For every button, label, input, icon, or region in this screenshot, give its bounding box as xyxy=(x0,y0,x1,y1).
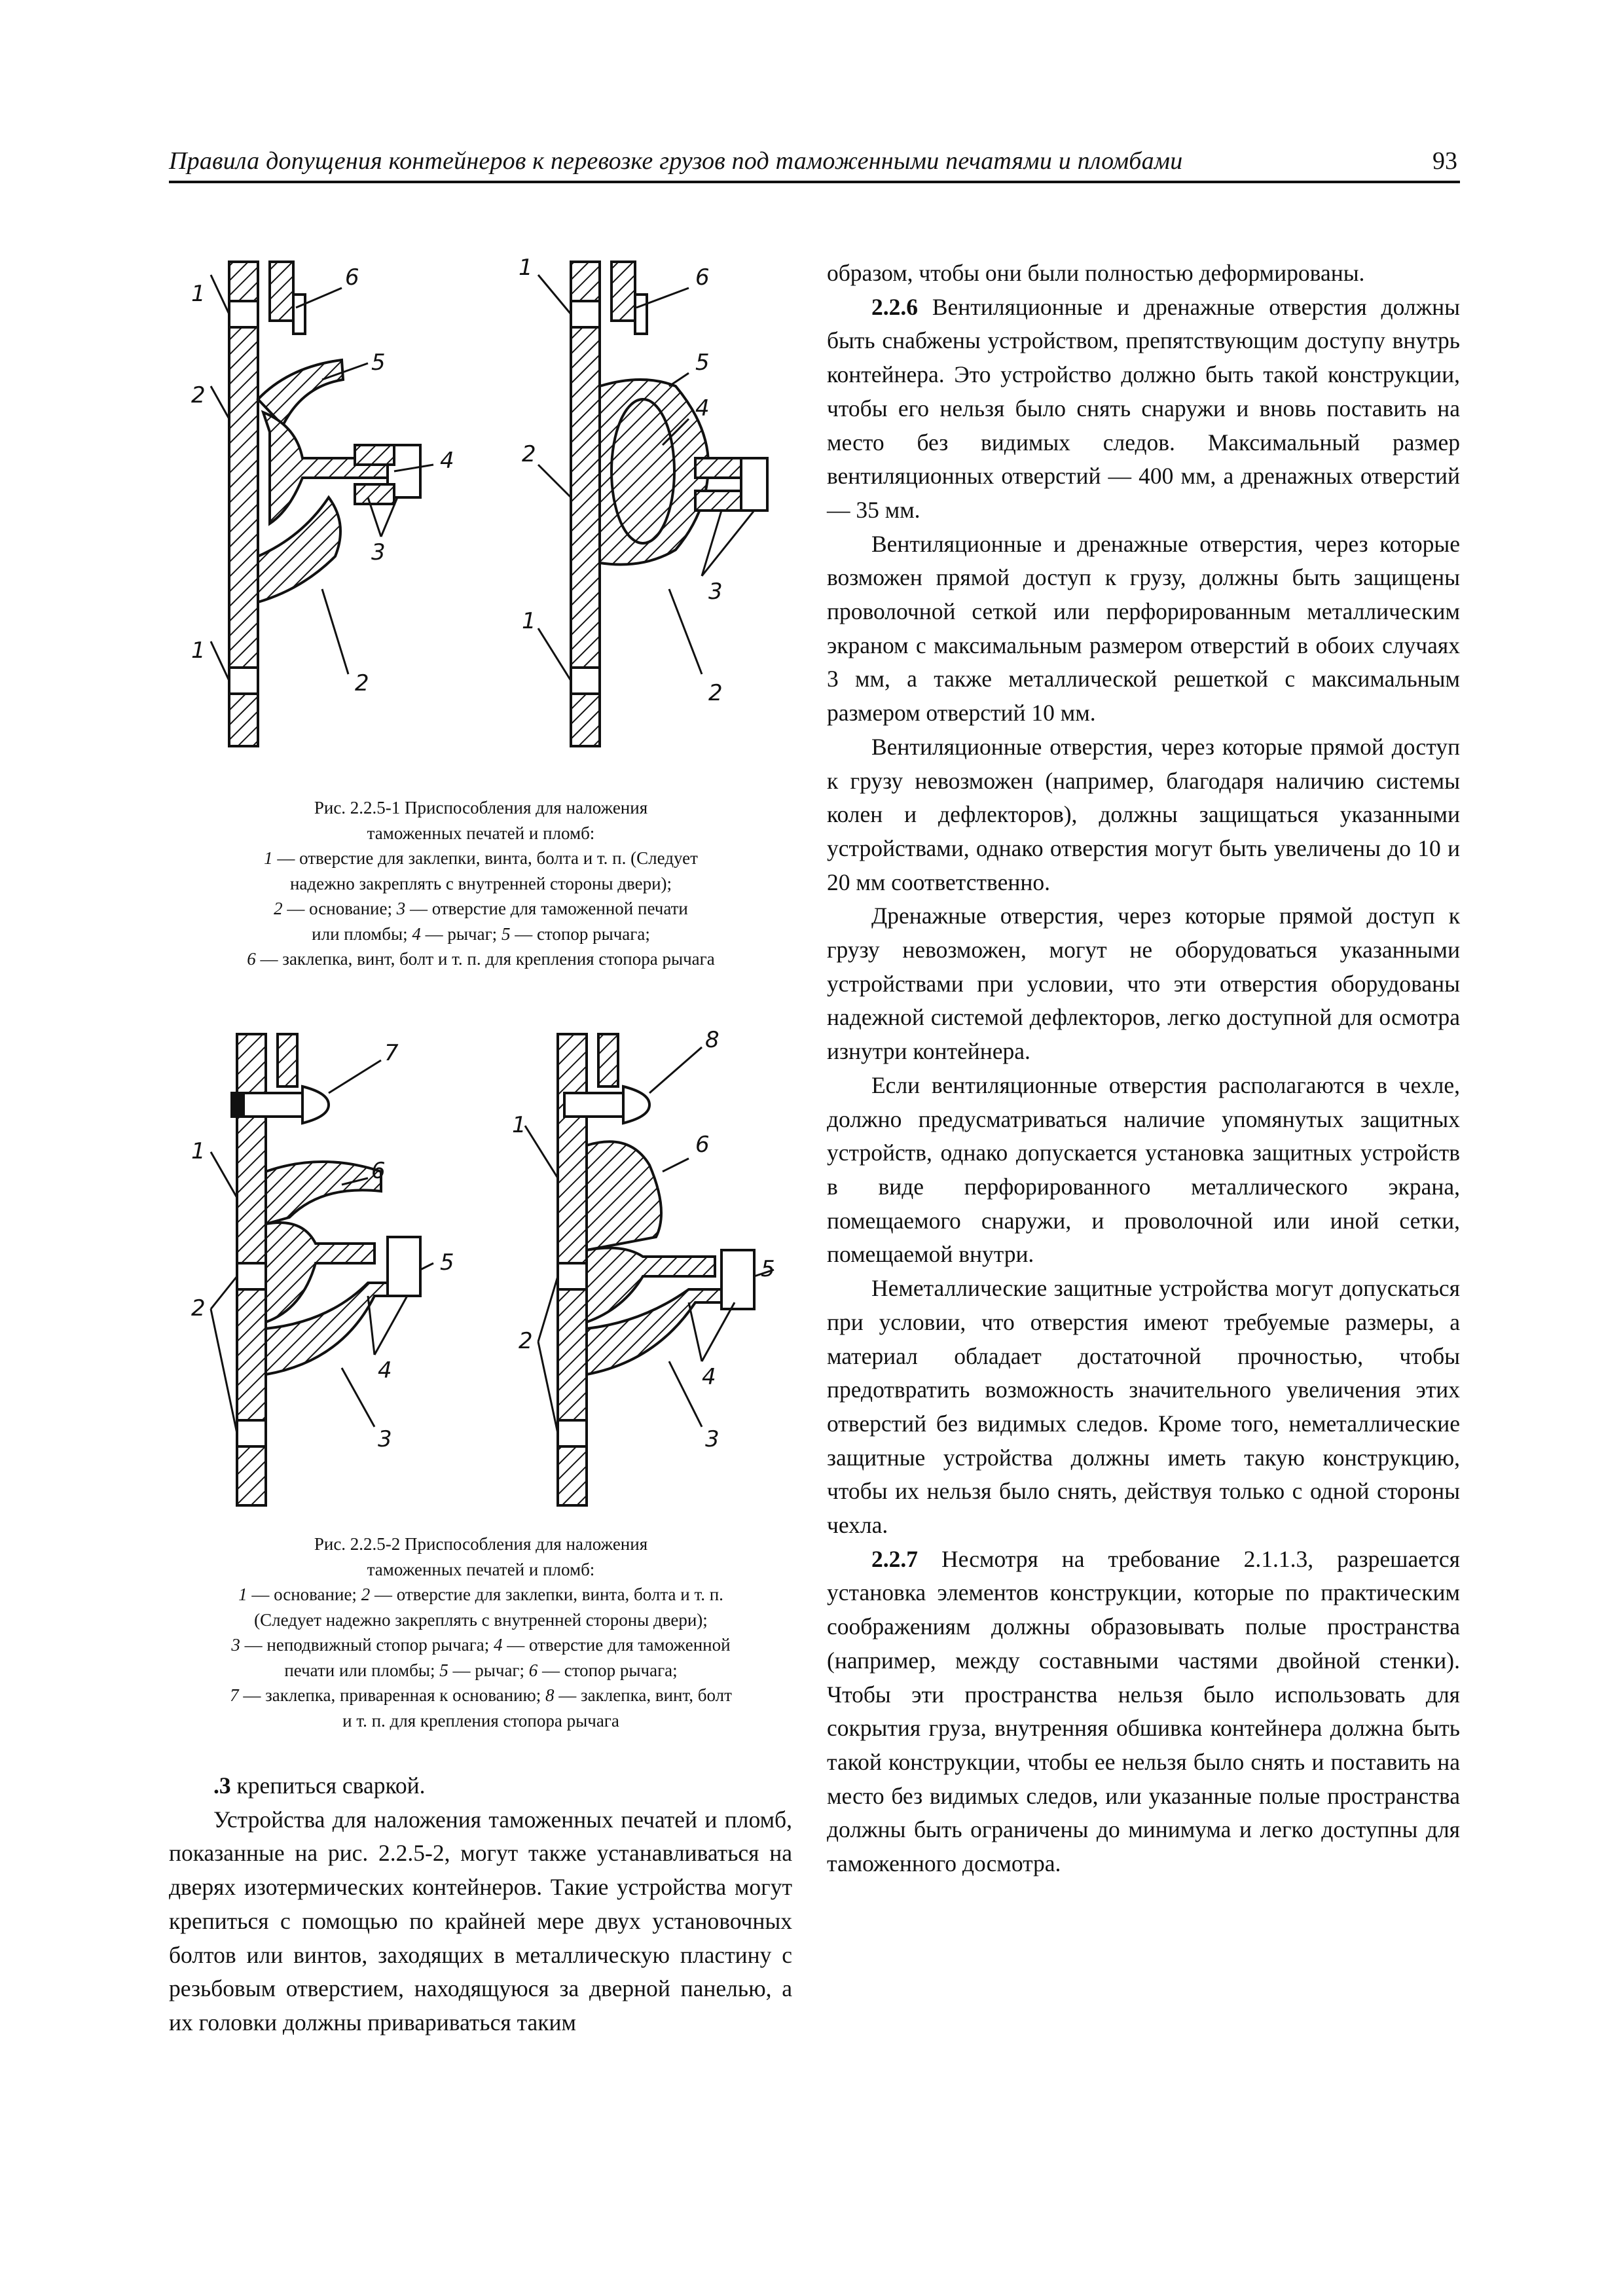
caption2-t8b: и т. п. для крепления стопора рычага xyxy=(342,1710,619,1731)
section-2-2-7-number: 2.2.7 xyxy=(871,1545,918,1572)
left-p1-num: .3 xyxy=(213,1772,231,1799)
right-paragraph-2: Вентиляционные и дренажные отверстия, через которые возможен прямой доступ к грузу, должны быть защищены проволочной сеткой или перфорированным металлическим экраном с максимальным размером отверстий в обоих случаях 3 мм, а также металлической решеткой с максимальным размером отверстий 10 мм. xyxy=(827,530,1460,726)
left-column-text xyxy=(169,1769,792,2040)
caption2-n7: 7 xyxy=(230,1685,239,1705)
caption2-n3: 3 xyxy=(231,1635,240,1655)
page-number: 93 xyxy=(1432,147,1457,175)
caption1-t3: — отверстие для таможенной печати xyxy=(405,899,688,918)
fig2-right-label-4: 4 xyxy=(702,1364,716,1390)
caption2-t2b: (Следует надежно закреплять с внутренней стороны двери); xyxy=(254,1609,708,1630)
caption1-t2: — основание; xyxy=(282,899,397,918)
fig2-left-label-4: 4 xyxy=(378,1357,392,1384)
right-paragraph-1 xyxy=(827,291,1460,528)
fig1-right-label-1a: 1 xyxy=(519,255,533,281)
figure-1-drawing xyxy=(172,249,790,759)
caption2-title-2: таможенных печатей и пломб: xyxy=(367,1559,595,1579)
caption2-t2: — отверстие для заклепки, винта, болта и т. п. xyxy=(370,1585,723,1604)
caption1-t3b: или пломбы; xyxy=(312,924,412,944)
header-title: Правила допущения контейнеров к перевозке грузов под таможенными печатями и пломбами xyxy=(169,147,1183,175)
caption1-t6: — заклепка, винт, болт и т. п. для крепления стопора рычага xyxy=(255,949,715,969)
fig1-right-label-6: 6 xyxy=(695,264,710,291)
figure-2-drawing xyxy=(172,1021,790,1518)
caption1-t1: — отверстие для заклепки, винта, болта и т. п. (Следует xyxy=(272,848,698,868)
caption2-t5: — рычаг; xyxy=(448,1660,529,1680)
fig1-left-label-1b: 1 xyxy=(191,637,206,664)
fig2-left-label-1: 1 xyxy=(191,1138,206,1164)
fig2-right-label-5: 5 xyxy=(761,1256,775,1282)
fig1-right-label-4: 4 xyxy=(695,395,710,422)
caption1-n4: 4 xyxy=(412,924,421,944)
caption2-t3: — неподвижный стопор рычага; xyxy=(240,1635,494,1655)
fig2-left-label-3: 3 xyxy=(378,1426,392,1452)
fig1-right-label-5: 5 xyxy=(695,350,710,376)
right-paragraph-4: Дренажные отверстия, через которые прямой доступ к грузу невозможен, могут не оборудоваться указанными устройствами при условии, что эти отверстия оборудованы надежной системой дефлекторов, легко доступной для осмотра изнутри контейнера. xyxy=(827,903,1460,1065)
fig2-right-label-8: 8 xyxy=(705,1027,720,1053)
caption2-n2: 2 xyxy=(361,1585,371,1604)
caption2-n1: 1 xyxy=(238,1585,247,1604)
fig2-left-label-7: 7 xyxy=(384,1040,399,1066)
caption2-t7: — заклепка, приваренная к основанию; xyxy=(238,1685,545,1705)
fig1-left-label-6: 6 xyxy=(345,264,359,291)
fig1-right-label-1b: 1 xyxy=(522,608,536,634)
section-2-2-6-number: 2.2.6 xyxy=(871,293,918,320)
fig1-left-label-1a: 1 xyxy=(191,281,206,307)
caption2-title-1: Рис. 2.2.5-2 Приспособления для наложения xyxy=(314,1534,648,1554)
fig1-right-label-2b: 2 xyxy=(708,680,723,706)
caption1-t4: — рычаг; xyxy=(420,924,501,944)
fig2-left-label-2: 2 xyxy=(191,1295,206,1321)
fig2-right-label-6: 6 xyxy=(695,1132,710,1158)
right-p7-text: Несмотря на требование 2.1.1.3, разрешается установка элементов конструкции, которые по практическим соображениям должны образовывать полые пространства (например, между составными частями двойной стенки). Чтобы эти пространства нельзя было использовать для сокрытия груза, внутренняя обшивка контейнера должна быть такой конструкции, чтобы ее нельзя было снять и поставить на место без видимых следов, или указанные полые пространства должны быть ограничены до минимума и легко доступны для таможенного досмотра. xyxy=(827,1545,1460,1877)
caption2-n6: 6 xyxy=(528,1660,538,1680)
fig2-right-label-2: 2 xyxy=(519,1328,533,1354)
figure-1-caption xyxy=(172,795,790,972)
fig1-left-label-2a: 2 xyxy=(191,382,206,408)
caption2-n4: 4 xyxy=(494,1635,503,1655)
right-p1-text: Вентиляционные и дренажные отверстия должны быть снабжены устройством, препятствующим доступу внутрь контейнера. Это устройство должно быть такой конструкции, чтобы его нельзя было снять снаружи и вновь поставить на место без видимых следов. Максимальный размер вентиляционных отверстий — 400 мм, а дренажных отверстий — 35 мм. xyxy=(827,293,1460,523)
figure-2-2-5-2 xyxy=(172,1021,790,1741)
figure-2-2-5-1 xyxy=(172,249,790,995)
right-paragraph-7 xyxy=(827,1543,1460,1881)
fig2-left-label-5: 5 xyxy=(440,1249,454,1276)
right-paragraph-6: Неметаллические защитные устройства могут допускаться при условии, что отверстия имеют требуемые размеры, а материал обладает достаточной прочностью, чтобы предотвратить возможность значительного увеличения этих отверстий без видимых следов. Кроме того, неметаллические защитные устройства должны иметь такую конструкцию, чтобы их нельзя было снять, действуя только с одной стороны чехла. xyxy=(827,1275,1460,1539)
right-paragraph-5: Если вентиляционные отверстия располагаются в чехле, должно предусматриваться наличие упомянутых защитных устройств, однако допускается установка защитных устройств в виде перфорированного металлического экрана, помещаемого снаружи, и проволочной или иной сетки, помещаемой внутри. xyxy=(827,1071,1460,1268)
caption1-title-2: таможенных печатей и пломб: xyxy=(367,823,595,843)
fig1-left-label-2b: 2 xyxy=(355,670,369,696)
caption2-t4: — отверстие для таможенной xyxy=(502,1635,731,1655)
right-paragraph-0: образом, чтобы они были полностью деформированы. xyxy=(827,260,1365,286)
caption1-title-1: Рис. 2.2.5-1 Приспособления для наложения xyxy=(314,798,648,817)
running-header xyxy=(169,131,1460,183)
fig1-left-label-5: 5 xyxy=(371,350,386,376)
figure-2-caption xyxy=(172,1532,790,1733)
fig2-left-label-6: 6 xyxy=(371,1158,386,1184)
left-p1-text: крепиться сваркой. xyxy=(230,1772,426,1799)
left-paragraph-2: Устройства для наложения таможенных печатей и пломб, показанные на рис. 2.2.5-2, могут также устанавливаться на дверях изотермических контейнеров. Такие устройства могут крепиться с помощью по крайней мере двух установочных болтов или винтов, заходящих в металлическую пластину с резьбовым отверстием, находящуюся за дверной панелью, а их головки должны привариваться таким xyxy=(169,1806,792,2036)
fig1-right-label-3: 3 xyxy=(708,579,723,605)
caption1-n1: 1 xyxy=(264,848,273,868)
right-paragraph-3: Вентиляционные отверстия, через которые прямой доступ к грузу невозможен (например, благодаря наличию системы колен и дефлекторов), должны защищаться указанными устройствами, однако отверстия могут быть увеличены до 10 и 20 мм соответственно. xyxy=(827,733,1460,895)
caption2-n8: 8 xyxy=(545,1685,555,1705)
caption2-t8: — заклепка, винт, болт xyxy=(554,1685,732,1705)
fig2-right-label-1: 1 xyxy=(512,1112,526,1138)
caption2-n5: 5 xyxy=(439,1660,448,1680)
caption2-t1: — основание; xyxy=(247,1585,361,1604)
caption1-n6: 6 xyxy=(247,949,256,969)
caption1-n3: 3 xyxy=(396,899,406,918)
left-paragraph-1 xyxy=(169,1769,792,1803)
caption1-n2: 2 xyxy=(274,899,283,918)
right-column-text xyxy=(827,257,1460,1881)
caption1-n5: 5 xyxy=(501,924,511,944)
caption2-t6: — стопор рычага; xyxy=(538,1660,678,1680)
fig1-left-label-4: 4 xyxy=(440,448,454,474)
caption2-t4b: печати или пломбы; xyxy=(284,1660,440,1680)
caption1-t1b: надежно закреплять с внутренней стороны двери); xyxy=(289,873,672,893)
fig1-right-label-2: 2 xyxy=(522,441,536,467)
fig1-left-label-3: 3 xyxy=(371,539,386,565)
fig2-right-label-3: 3 xyxy=(705,1426,720,1452)
caption1-t5: — стопор рычага; xyxy=(510,924,650,944)
